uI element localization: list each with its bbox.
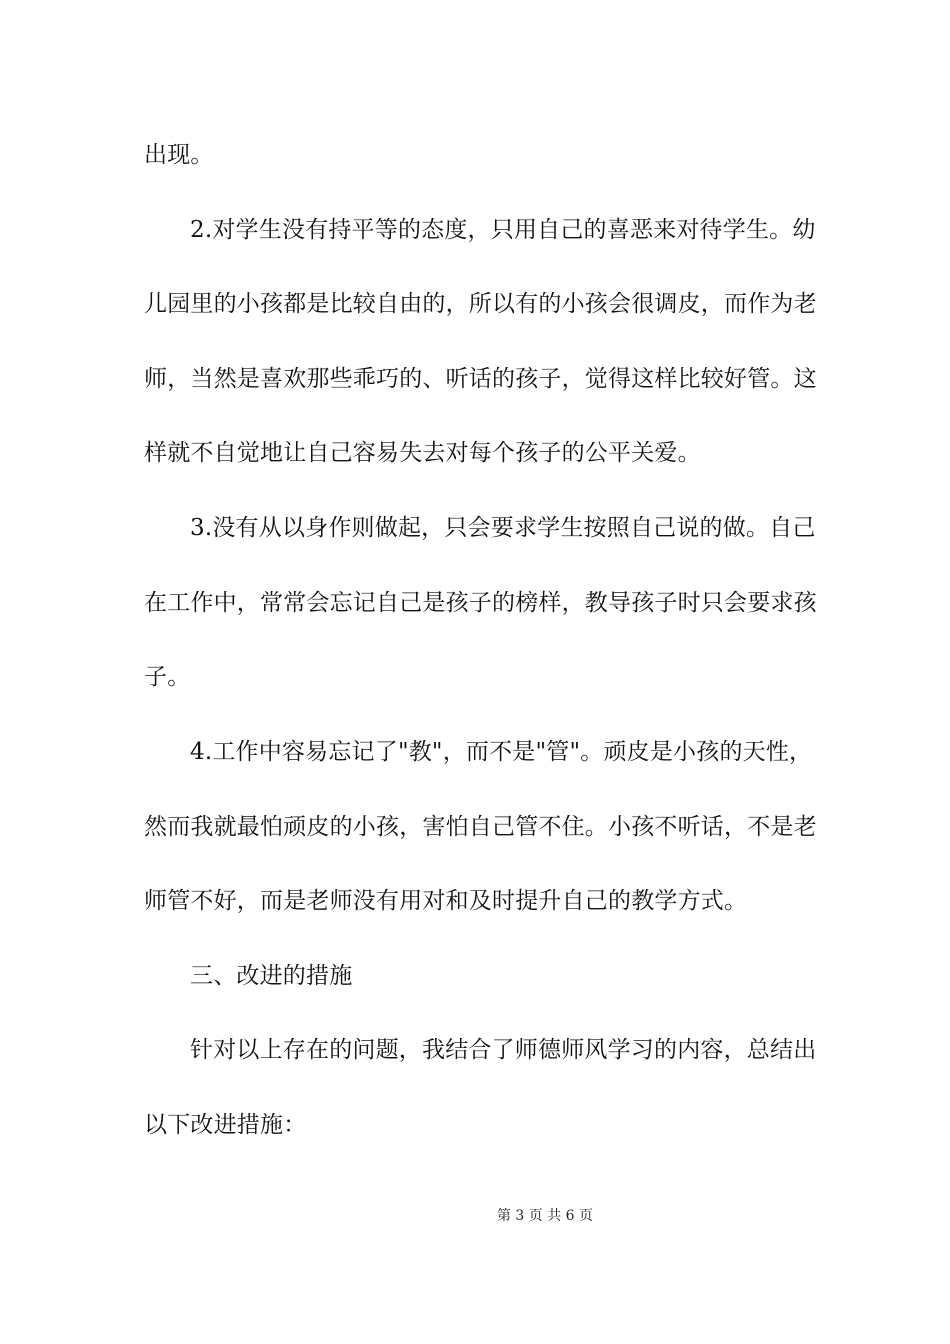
text-line: 4.工作中容易忘记了"教"，而不是"管"。顽皮是小孩的天性， [190,739,813,765]
page-number: 第 3 页 共 6 页 [496,1208,594,1224]
text-line: 然而我就最怕顽皮的小孩，害怕自己管不住。小孩不听话，不是老 [144,814,817,840]
text-line: 出现。 [144,142,214,168]
section-heading: 三、改进的措施 [190,963,353,989]
text-line: 针对以上存在的问题，我结合了师德师风学习的内容，总结出 [190,1037,817,1063]
text-line: 2.对学生没有持平等的态度，只用自己的喜恶来对待学生。幼 [190,217,816,243]
text-line: 样就不自觉地让自己容易失去对每个孩子的公平关爱。 [144,440,701,466]
text-line: 以下改进措施： [144,1112,307,1138]
page-footer [0,1206,950,1226]
text-line: 在工作中，常常会忘记自己是孩子的榜样，教导孩子时只会要求孩 [144,590,817,616]
text-line: 3.没有从以身作则做起，只会要求学生按照自己说的做。自己 [190,515,816,541]
text-line: 儿园里的小孩都是比较自由的，所以有的小孩会很调皮，而作为老 [144,291,817,317]
text-line: 师，当然是喜欢那些乖巧的、听话的孩子，觉得这样比较好管。这 [144,366,817,392]
text-line: 师管不好，而是老师没有用对和及时提升自己的教学方式。 [144,888,748,914]
text-line: 子。 [144,664,191,690]
